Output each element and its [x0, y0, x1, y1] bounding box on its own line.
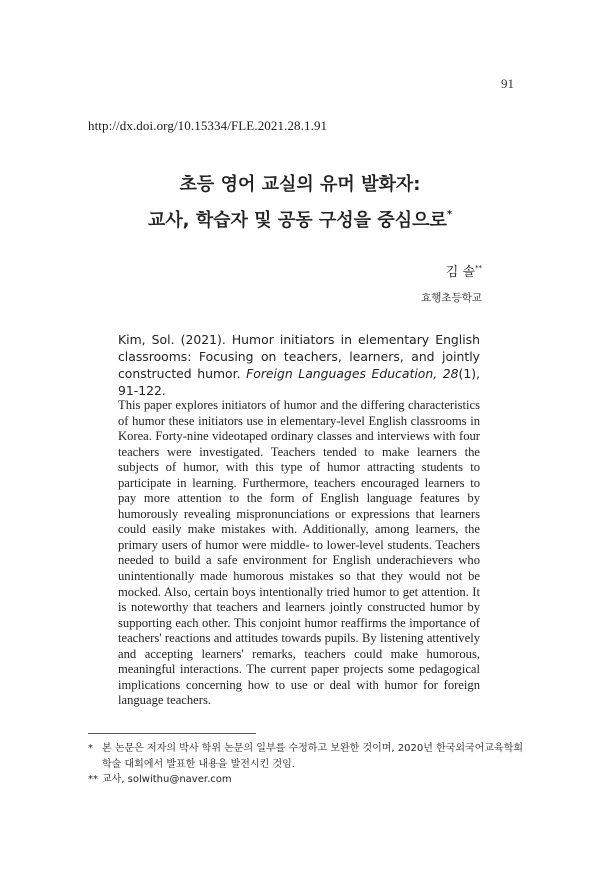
title-line-1: 초등 영어 교실의 유머 발화자: — [179, 174, 421, 195]
author-affiliation: 효행초등학교 — [421, 292, 482, 304]
author-name-text: 김 솔 — [445, 265, 475, 280]
abstract-text: This paper explores initiators of humor and the differing characteristics of humor these initiators use in elementary-level English classrooms in Korea. Forty-nine videotaped ordinary classes and interviews with four teachers were investigated. Teachers tended to make learners the subjects of humor, with this type of humor attracting students to participate in learning. Furthermore, teachers encouraged learners to pay more attention to the form of English language features by humorously revealing mispronunciations or expressions that learners could easily make mistakes with. Additionally, among learners, the primary users of humor were middle- to lower-level students. Teachers needed to build a safe environment for English underachievers who unintentionally made humorous mistakes so that they would not be mocked. Also, certain boys intentionally tried humor to get attention. It is noteworthy that teachers and learners jointly constructed humor by supporting each other. This conjoint humor reaffirms the importance of teachers' reactions and attitudes towards pupils. By listening attentively and accepting learners' remarks, teachers could make humorous, meaningful interactions. The current paper projects some pedagogical implications concerning how to use or deal with humor for foreign language teachers. — [118, 398, 480, 708]
title-footnote-mark: * — [446, 209, 453, 220]
footnote-1 — [88, 741, 528, 772]
author-name — [421, 258, 482, 283]
footnote-divider — [88, 733, 256, 734]
paper-title — [0, 170, 600, 236]
citation-journal: Foreign Languages Education, 28 — [246, 366, 459, 381]
citation — [118, 331, 480, 399]
footnote-1-text: 본 논문은 저자의 박사 학위 논문의 일부를 수정하고 보완한 것이며, 2020년 한국외국어교육학회 학술 대회에서 발표한 내용을 발전시킨 것임. — [102, 743, 524, 770]
footnote-2-mark: ** — [88, 774, 98, 785]
title-line-2 — [0, 200, 600, 236]
footnotes — [88, 741, 528, 788]
footnote-2-text: 교사, solwithu@naver.com — [102, 774, 232, 785]
author-block — [421, 258, 482, 307]
citation-tail: (1), 91-122. — [118, 366, 480, 398]
page-number: 91 — [501, 76, 514, 91]
author-footnote-mark: ** — [475, 264, 482, 272]
citation-lead: Kim, Sol. (2021). Humor initiators in elementary English classrooms: Focusing on teachers, learners, and jointly constructed humor. — [118, 332, 480, 381]
footnote-2 — [88, 772, 528, 788]
doi-link[interactable]: http://dx.doi.org/10.15334/FLE.2021.28.1.91 — [88, 118, 328, 133]
title-line-2-text: 교사, 학습자 및 공동 구성을 중심으로 — [147, 210, 447, 231]
footnote-1-mark: * — [88, 743, 93, 754]
